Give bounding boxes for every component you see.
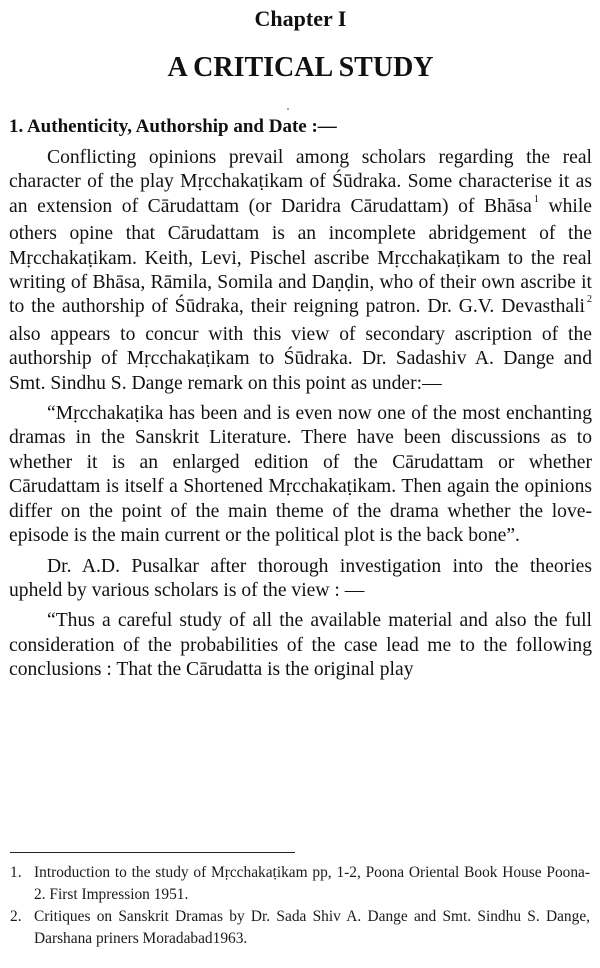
- footnote-2: [10, 906, 590, 950]
- footnote-separator: [10, 852, 295, 853]
- paragraph-3: Dr. A.D. Pusalkar after thorough investigation into the theories upheld by various scholars is of the view : —: [9, 555, 592, 601]
- footnote-2-text: Critiques on Sanskrit Dramas by Dr. Sada Shiv A. Dange and Smt. Sindhu S. Dange, Darshana priners Moradabad1963.: [34, 908, 590, 947]
- paragraph-1: [9, 146, 592, 396]
- chapter-label: Chapter I: [254, 6, 347, 31]
- paragraph-1-part-1: Conflicting opinions prevail among scholars regarding the real character of the play Mṛcchakaṭikam of Śūdraka. Some characterise it as an extension of Cārudattam (or Daridra Cārudattam) of Bhāsa: [9, 147, 592, 217]
- paragraph-1-part-2: while others opine that Cārudattam is an incomplete abridgement of the Mṛcchakaṭikam. Keith, Levi, Pischel ascribe Mṛcchakaṭikam to the real writing of Bhāsa, Rāmila, Somila and Daṇḍin, who of their own ascribe it to the authorship of Śūdraka, their reigning patron. Dr. G.V. Devasthali: [9, 195, 592, 318]
- footnotes: [10, 862, 590, 950]
- section-heading: 1. Authenticity, Authorship and Date :—: [9, 116, 337, 137]
- footnote-2-number: 2.: [10, 908, 22, 925]
- body-text: [9, 146, 592, 690]
- footnote-1: [10, 862, 590, 906]
- footnote-1-number: 1.: [10, 864, 22, 881]
- paragraph-2-quote: “Mṛcchakaṭika has been and is even now one of the most enchanting dramas in the Sanskrit Literature. There have been discussions as to whether it is an enlarged edition of the Cārudattam or whether Cārudattam is itself a Shortened Mṛcchakaṭikam. Then again the opinions differ on the point of the main theme of the drama whether the love-episode is the main current or the political plot is the back bone”.: [9, 403, 592, 547]
- paragraph-4-quote: “Thus a careful study of all the available material and also the full consideration of the probabilities of the case lead me to the following conclusions : That the Cārudatta is the original play: [9, 610, 592, 681]
- footnote-1-text: Introduction to the study of Mṛcchakaṭikam pp, 1-2, Poona Oriental Book House Poona-2. First Impression 1951.: [34, 864, 590, 903]
- chapter-title: A CRITICAL STUDY: [167, 52, 434, 83]
- paragraph-1-part-3: also appears to concur with this view of secondary ascription of the authorship of Mṛcchakaṭikam to Śūdraka. Dr. Sadashiv A. Dange and Smt. Sindhu S. Dange remark on this point as under:—: [9, 323, 592, 394]
- footnote-ref-1[interactable]: 1: [533, 193, 539, 205]
- print-speck: [287, 108, 289, 110]
- footnote-ref-2[interactable]: 2: [587, 294, 592, 306]
